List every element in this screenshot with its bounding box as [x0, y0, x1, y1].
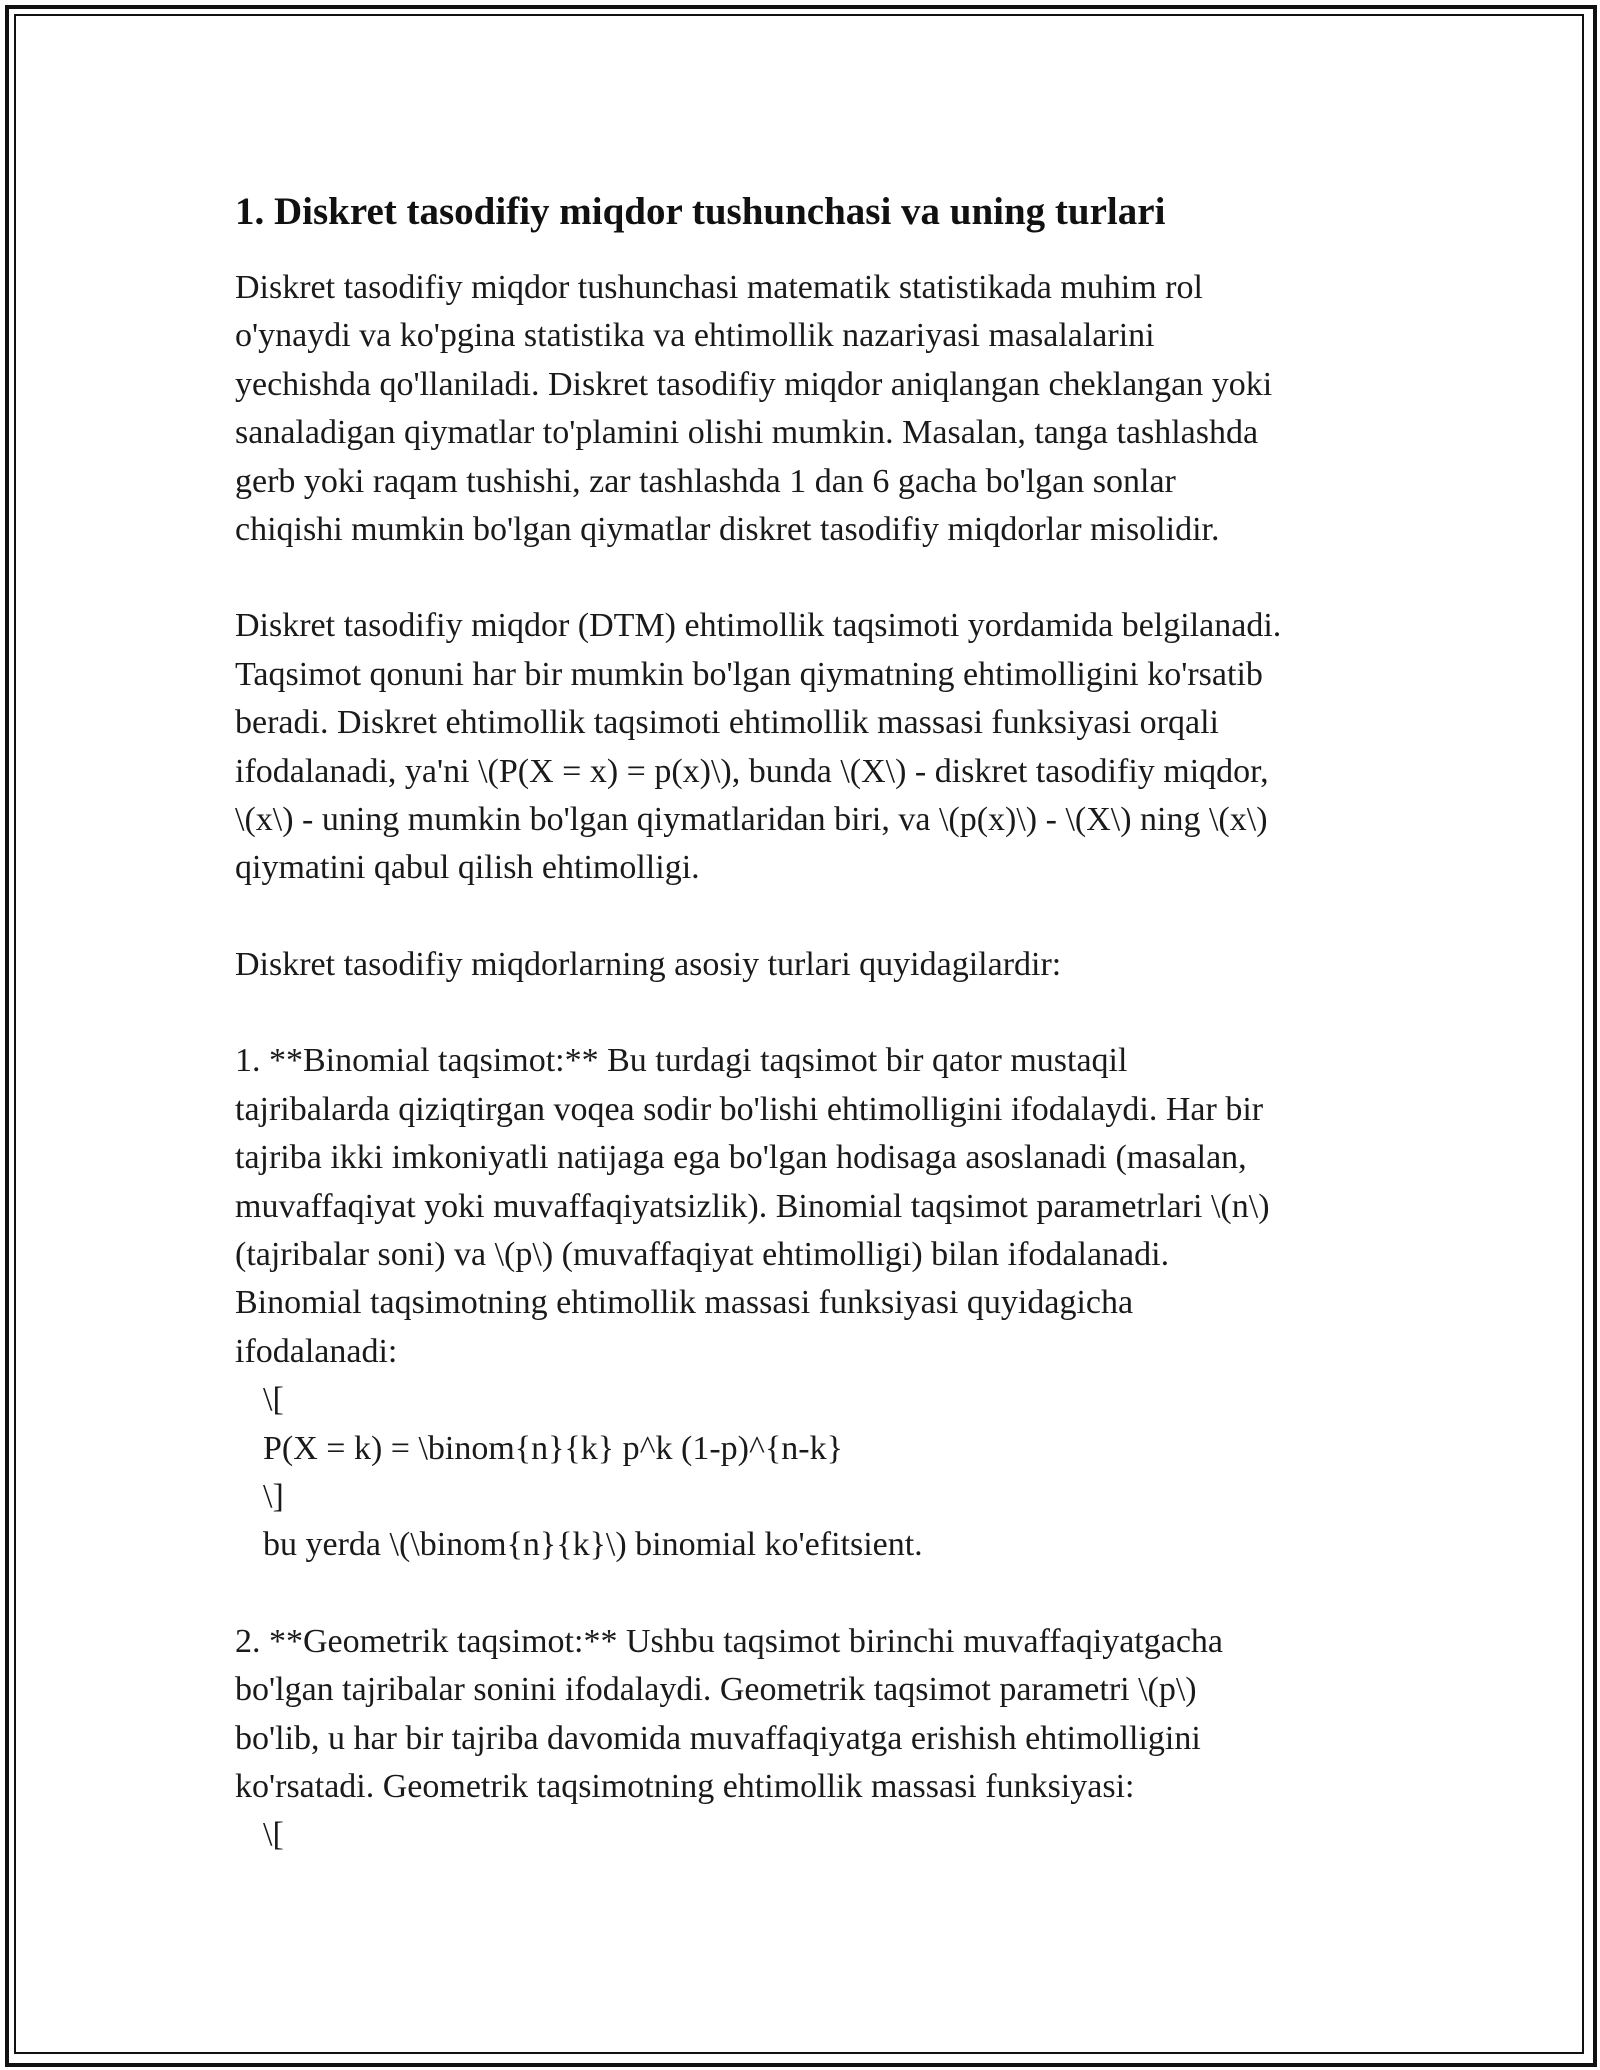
formula-close: \] [263, 1477, 284, 1515]
binomial-formula [235, 1376, 1375, 1570]
formula-open: \[ [263, 1816, 284, 1854]
formula-open: \[ [263, 1381, 284, 1419]
geometric-description: 2. **Geometrik taqsimot:** Ushbu taqsimot birinchi muvaffaqiyatgacha bo'lgan tajribalar sonini ifodalaydi. Geometrik taqsimot parametri \(p\) bo'lib, u har bir tajriba davomida muvaffaqiyatga erishish ehtimolligini ko'rsatadi. Geometrik taqsimotning ehtimollik massasi funksiyasi: [235, 1622, 1224, 1805]
section-title: 1. Diskret tasodifiy miqdor tushunchasi va uning turlari [235, 190, 1166, 233]
document-body [235, 186, 1375, 1908]
formula-expression: P(X = k) = \binom{n}{k} p^k (1-p)^{n-k} [263, 1429, 843, 1467]
formula-note: bu yerda \(\binom{n}{k}\) binomial ko'efitsient. [263, 1526, 923, 1564]
distribution-paragraph: Diskret tasodifiy miqdor (DTM) ehtimollik taqsimoti yordamida belgilanadi. Taqsimot qonuni har bir mumkin bo'lgan qiymatning ehtimolligini ko'rsatib beradi. Diskret ehtimollik taqsimoti ehtimollik massasi funksiyasi orqali ifodalanadi, ya'ni \(P(X = x) = p(x)\), bunda \(X\) - diskret tasodifiy miqdor, \(x\) - uning mumkin bo'lgan qiymatlaridan biri, va \(p(x)\) - \(X\) ning \(x\) qiymatini qabul qilish ehtimolligi. [235, 607, 1282, 887]
intro-paragraph: Diskret tasodifiy miqdor tushunchasi matematik statistikada muhim rol o'ynaydi va ko'pgina statistika va ehtimollik nazariyasi masalalarini yechishda qo'llaniladi. Diskret tasodifiy miqdor aniqlangan cheklangan yoki sanaladigan qiymatlar to'plamini olishi mumkin. Masalan, tanga tashlashda gerb yoki raqam tushishi, zar tashlashda 1 dan 6 gacha bo'lgan sonlar chiqishi mumkin bo'lgan qiymatlar diskret tasodifiy miqdorlar misolidir. [235, 269, 1273, 549]
geometric-formula [235, 1811, 1375, 1859]
list-item-geometric [235, 1618, 1375, 1860]
list-item-binomial [235, 1037, 1375, 1569]
binomial-description: 1. **Binomial taqsimot:** Bu turdagi taqsimot bir qator mustaqil tajribalarda qiziqtirgan voqea sodir bo'lishi ehtimolligini ifodalaydi. Har bir tajriba ikki imkoniyatli natijaga ega bo'lgan hodisaga asoslanadi (masalan, muvaffaqiyat yoki muvaffaqiyatsizlik). Binomial taqsimot parametrlari \(n\) (tajribalar soni) va \(p\) (muvaffaqiyat ehtimolligi) bilan ifodalanadi. Binomial taqsimotning ehtimollik massasi funksiyasi quyidagicha ifodalanadi: [235, 1042, 1270, 1370]
types-intro-paragraph: Diskret tasodifiy miqdorlarning asosiy turlari quyidagilardir: [235, 945, 1062, 983]
